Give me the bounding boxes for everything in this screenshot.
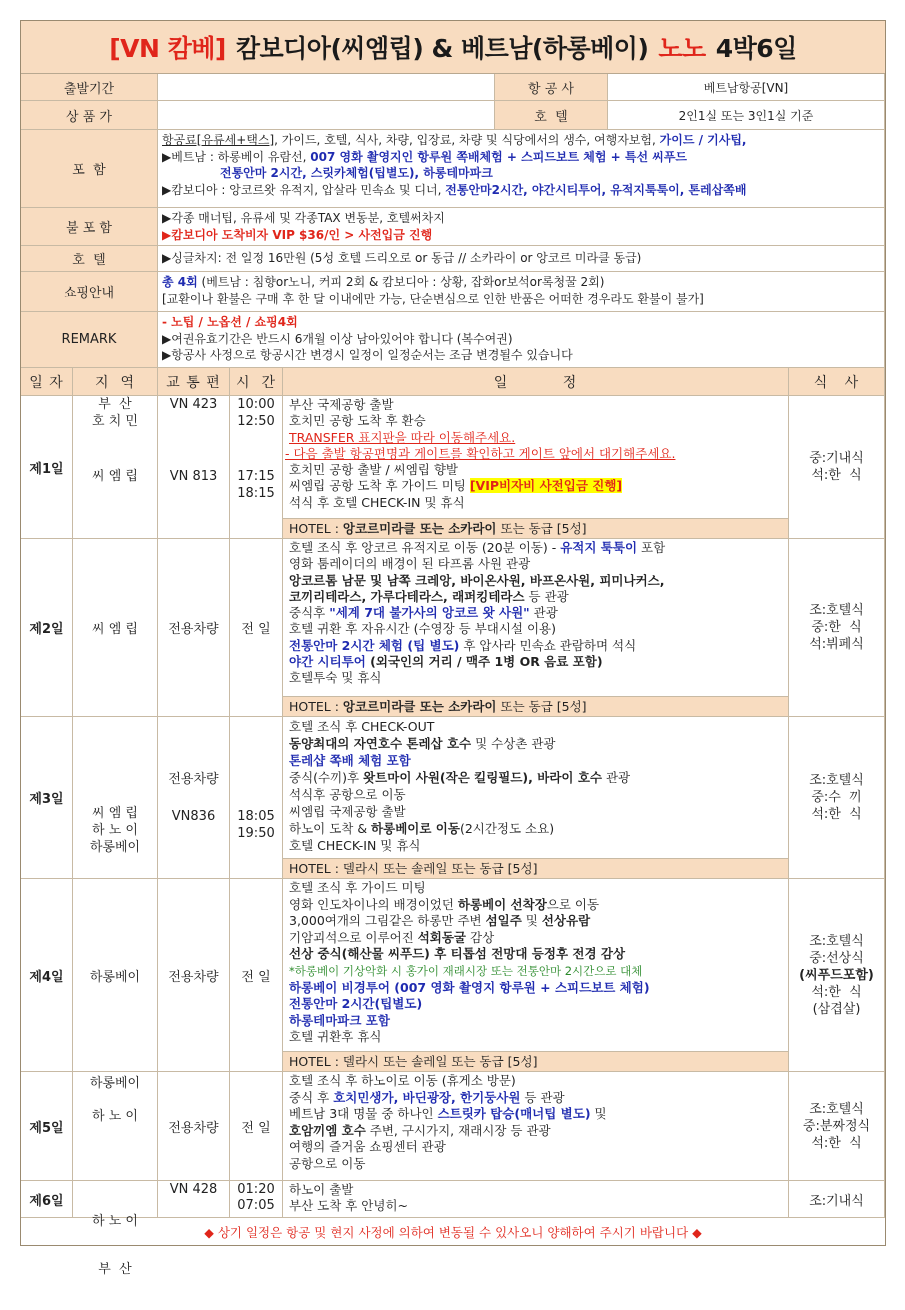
day-times xyxy=(230,1181,283,1218)
footer-notice: ◆ 상기 일정은 항공 및 현지 사정에 의하여 변동될 수 있사오니 양해하여 주시기 바랍니다 ◆ xyxy=(204,1224,702,1240)
schedule-line: 호텔 조식 후 CHECK-OUT xyxy=(289,719,435,734)
day-meals xyxy=(789,879,885,1072)
schedule-line: 중식 후 xyxy=(289,1089,334,1105)
include-line1: , 가이드, 호텔, 식사, 차량, 입장료, 차량 및 식당에서의 생수, 여행자보험, xyxy=(274,133,656,147)
schedule-line: 부산 도착 후 안녕히~ xyxy=(289,1198,408,1213)
day-meals xyxy=(789,396,885,539)
day-schedule xyxy=(283,1072,789,1181)
schedule-line: 석식후 공항으로 이동 xyxy=(289,787,406,802)
schedule-line-bold: 섬일주 xyxy=(485,913,522,929)
meal: 조:호텔식 xyxy=(809,1101,864,1117)
region-busan: 부 산 xyxy=(98,397,132,412)
meal: 석:한 식 xyxy=(811,468,862,483)
title-nono: 노노 xyxy=(658,34,706,63)
flight-vn836: VN836 xyxy=(171,809,216,824)
street-car-highlight: 스트릿카 탑승(매너팁 별도) xyxy=(437,1106,591,1121)
day-regions xyxy=(73,396,158,539)
schedule-line-bold: 석회동굴 xyxy=(417,929,467,945)
theme-park-highlight: 하롱테마파크 포함 xyxy=(289,1012,390,1028)
exclude-line2: ▶캄보디아 도착비자 VIP $36/인 > 사전입금 진행 xyxy=(162,227,433,242)
hotel-prefix: HOTEL : xyxy=(289,521,343,536)
day-label: 제6일 xyxy=(21,1181,73,1218)
schedule-line: 3,000여개의 그림같은 하롱만 주변 xyxy=(289,913,486,929)
angkor-wat-highlight: "세계 7대 불가사의 앙코르 왓 사원" xyxy=(329,605,530,621)
day-time: 전 일 xyxy=(230,879,283,1072)
meal: (삼겹살) xyxy=(812,1001,861,1017)
region: 부 산 xyxy=(98,1262,132,1277)
meal: 석:뷔페식 xyxy=(809,637,864,652)
meal: 석:한 식 xyxy=(811,807,862,822)
day-schedule xyxy=(283,717,789,879)
day-transport xyxy=(158,396,230,539)
day-regions xyxy=(73,717,158,879)
schedule-line-bold: 코끼리테라스, 가루다테라스, 래퍼킹테라스 xyxy=(289,588,525,604)
schedule-line-bold: 선상유람 xyxy=(541,913,591,929)
schedule-line: 등 관광 xyxy=(520,1089,565,1105)
tuktuk-highlight: 유적지 툭툭이 xyxy=(560,540,638,555)
schedule-line: 하노이 도착 & xyxy=(289,821,372,836)
schedule-line: 영화 인도차이나의 배경이었던 xyxy=(289,896,458,912)
schedule-line: 공항으로 이동 xyxy=(289,1155,366,1171)
schedule-line: 베트남 3대 명물 중 하나인 xyxy=(289,1106,438,1121)
night-tour-highlight: 야간 시티투어 xyxy=(289,654,366,670)
schedule-line: 씨엠립 공항 도착 후 가이드 미팅 xyxy=(289,478,466,494)
remark-content xyxy=(158,312,885,368)
schedule-line: 호텔 CHECK-IN 및 휴식 xyxy=(289,838,421,853)
schedule-line: 중식후 xyxy=(289,605,330,621)
schedule-line: (2시간정도 소요) xyxy=(459,821,555,836)
schedule-line: 영화 툼레이더의 배경이 된 타프롬 사원 관광 xyxy=(289,556,531,572)
airline-value: 베트남항공[VN] xyxy=(608,74,885,101)
day-label: 제1일 xyxy=(21,396,73,539)
region: 하 노 이 xyxy=(92,823,138,838)
schedule-line: 여행의 즐거움 쇼핑센터 관광 xyxy=(289,1139,446,1154)
schedule-line: 관광 xyxy=(529,605,558,621)
airline-label: 항 공 사 xyxy=(495,74,608,101)
include-airfare: 항공료[유류세+택스] xyxy=(162,133,275,147)
schedule-line: 호텔 조식 후 가이드 미팅 xyxy=(289,880,426,895)
schedule-line: 호텔 귀환후 휴식 xyxy=(289,1029,382,1045)
time: 19:50 xyxy=(237,826,275,841)
region-hcm: 호 치 민 xyxy=(92,414,138,429)
hotel-type-value: 2인1실 또는 3인1실 기준 xyxy=(608,101,885,130)
time: 07:05 xyxy=(237,1198,275,1213)
day-meal: 조:기내식 xyxy=(789,1181,885,1218)
massage-highlight: 전통안마 2시간 체험 (팁 별도) xyxy=(289,637,460,653)
schedule-line: 후 압사라 민속쇼 관람하며 석식 xyxy=(459,637,637,653)
hotel-name: 앙코르미라클 또는 소카라이 xyxy=(342,699,497,714)
day-transport: 전용차량 xyxy=(158,879,230,1072)
day-schedule xyxy=(283,879,789,1072)
title-duration: 4박6일 xyxy=(715,34,797,63)
schedule-line-bold: 동양최대의 자연호수 톤레삽 호수 xyxy=(289,736,472,751)
day-transport: 전용차량 xyxy=(158,1072,230,1181)
day-times xyxy=(230,396,283,539)
day-schedule xyxy=(283,1181,789,1218)
schedule-line: 씨엠립 국제공항 출발 xyxy=(289,804,406,819)
include-guide-tip: 가이드 / 기사팁, xyxy=(659,133,747,147)
schedule-line: 호치민 공항 출발 / 씨엠립 향발 xyxy=(289,462,458,478)
schedule-line-bold: (외국인의 거리 / 맥주 1병 OR 음료 포함) xyxy=(365,654,603,670)
schedule-line-bold: 왓트마이 사원(작은 킬링필드), 바라이 호수 xyxy=(363,770,602,785)
halong-tour-highlight: 하롱베이 비경투어 (007 영화 촬영지 항루원 + 스피드보트 체험) xyxy=(289,979,650,995)
meal: 석:한 식 xyxy=(811,984,862,1000)
schedule-line-bold: 호암끼엠 호수 xyxy=(289,1122,366,1138)
day-regions xyxy=(73,1181,158,1277)
remark-line2: ▶여권유효기간은 반드시 6개월 이상 남아있어야 합니다 (복수여권) xyxy=(162,331,513,346)
day-label: 제2일 xyxy=(21,539,73,717)
hotel-prefix: HOTEL : xyxy=(289,699,343,714)
price-label: 상 품 가 xyxy=(21,101,158,130)
hotel-label: 호 텔 xyxy=(21,246,158,272)
day-hotel xyxy=(283,518,788,538)
include-vietnam-highlight: 007 영화 촬영지인 항루원 쪽배체험 + 스피드보트 체험 + 특선 씨푸드 xyxy=(310,149,688,164)
day-transport xyxy=(158,717,230,879)
shopping-refund: [교환이나 환불은 구매 후 한 달 이내에만 가능, 단순변심으로 인한 반품은 어떠한 경우라도 환불이 불가] xyxy=(162,291,704,306)
meal: 중:선상식 xyxy=(809,950,864,966)
meal: 중:한 식 xyxy=(811,620,862,635)
meal: 중:수 끼 xyxy=(811,790,862,805)
day-hotel: HOTEL : 델라시 또는 솔레일 또는 동급 [5성] xyxy=(283,1051,788,1071)
time: 17:15 xyxy=(237,469,275,484)
meal: 중:기내식 xyxy=(809,451,864,466)
shopping-detail: (베트남 : 침향or노니, 커피 2회 & 캄보디아 : 상황, 잡화or보석or록청꿀 2회) xyxy=(197,275,605,289)
region: 하롱베이 xyxy=(89,1076,141,1091)
day-meals xyxy=(789,717,885,879)
schedule-line: 및 xyxy=(521,913,542,929)
header-transport: 교 통 편 xyxy=(158,368,230,396)
day-schedule xyxy=(283,539,789,717)
schedule-line-transfer: TRANSFER 표지판을 따라 이동해주세요. xyxy=(289,429,516,445)
shopping-content xyxy=(158,272,885,312)
depart-value xyxy=(158,74,495,101)
massage-highlight: 전통안마 2시간(팁별도) xyxy=(289,996,423,1012)
exclude-line1: ▶각종 매너팁, 유류세 및 각종TAX 변동분, 호텔써차지 xyxy=(162,211,445,225)
flight-vn813: VN 813 xyxy=(169,469,218,484)
include-content xyxy=(158,130,885,208)
remark-line1: - 노팁 / 노옵션 / 쇼핑4회 xyxy=(162,315,298,329)
day-meals xyxy=(789,1072,885,1181)
header-day: 일 자 xyxy=(21,368,73,396)
schedule-line: 으로 이동 xyxy=(546,896,600,912)
schedule-line: 및 수상촌 관광 xyxy=(471,736,556,751)
schedule-line: 기암괴석으로 이루어진 xyxy=(289,929,418,945)
schedule-line: 호텔 조식 후 하노이로 이동 (휴게소 방문) xyxy=(289,1073,516,1088)
remark-label: REMARK xyxy=(21,312,158,368)
header-meal: 식 사 xyxy=(789,368,885,396)
hotel-type-label: 호 텔 xyxy=(495,101,608,130)
day-hotel xyxy=(283,696,788,716)
schedule-line: 호텔 조식 후 앙코르 유적지로 이동 (20분 이동) - xyxy=(289,540,561,555)
title-destination: 캄보디아(씨엠립) & 베트남(하롱베이) xyxy=(235,34,649,63)
day-region: 씨 엠 립 xyxy=(73,539,158,717)
price-value xyxy=(158,101,495,130)
region: 하롱베이 xyxy=(89,840,141,855)
hotel-suffix: 또는 동급 [5성] xyxy=(496,521,587,536)
schedule-line-bold: 선상 중식(해산물 씨푸드) 후 티톱섬 전망대 등정후 전경 감상 xyxy=(289,946,626,962)
schedule-line: 포함 xyxy=(637,540,666,555)
schedule-line: 석식 후 호텔 CHECK-IN 및 휴식 xyxy=(289,494,465,510)
remark-line3: ▶항공사 사정으로 항공시간 변경시 일정이 일정순서는 조금 변경될수 있습니다 xyxy=(162,348,573,362)
schedule-line-gate: - 다음 출발 항공편명과 게이트를 확인하고 게이트 앞에서 대기해주세요. xyxy=(285,445,676,461)
flight-vn428: VN 428 xyxy=(158,1181,230,1218)
schedule-line: 관광 xyxy=(601,770,631,785)
day-region: 하롱베이 xyxy=(73,879,158,1072)
day-label: 제3일 xyxy=(21,717,73,879)
day-regions xyxy=(73,1072,158,1181)
meal: (씨푸드포함) xyxy=(799,967,874,983)
schedule-line: 호텔 귀환 후 자유시간 (수영장 등 부대시설 이용) xyxy=(289,621,556,637)
schedule-line-bold: 앙코르톰 남문 및 남쪽 크레앙, 바이온사원, 바프온사원, 피미나커스, xyxy=(289,572,665,588)
page-title xyxy=(21,21,885,74)
time: 18:05 xyxy=(237,809,275,824)
region-siemreap: 씨 엠 립 xyxy=(92,469,138,484)
header-time: 시 간 xyxy=(230,368,283,396)
hotel-name: 앙코르미라클 또는 소카라이 xyxy=(342,521,497,536)
exclude-label: 불 포 함 xyxy=(21,208,158,246)
time: 18:15 xyxy=(237,486,275,501)
day-label: 제4일 xyxy=(21,879,73,1072)
schedule-line-bold: 하롱베이 선착장 xyxy=(457,896,547,912)
header-region: 지 역 xyxy=(73,368,158,396)
hotel-suffix: 또는 동급 [5성] xyxy=(496,699,587,714)
day-time: 전 일 xyxy=(230,539,283,717)
header-schedule: 일 정 xyxy=(283,368,789,396)
include-vietnam: ▶베트남 : 하롱베이 유람선, xyxy=(162,149,307,164)
include-label: 포 함 xyxy=(21,130,158,208)
day-schedule xyxy=(283,396,789,539)
region: 하 노 이 xyxy=(92,1214,138,1229)
schedule-line: 하노이 출발 xyxy=(289,1182,354,1197)
title-tag: [VN 캄베] xyxy=(109,34,226,63)
schedule-line-bold: 하롱베이로 이동 xyxy=(371,821,460,836)
tonle-sap-highlight: 톤레샵 쪽배 체험 포함 xyxy=(289,753,411,768)
shopping-label: 쇼핑안내 xyxy=(21,272,158,312)
meal: 조:호텔식 xyxy=(809,603,864,618)
meal: 중:분짜정식 xyxy=(802,1118,871,1134)
schedule-line: 감상 xyxy=(466,929,495,945)
schedule-line: 중식(수끼)후 xyxy=(289,770,364,785)
exclude-content xyxy=(158,208,885,246)
day-hotel: HOTEL : 델라시 또는 솔레일 또는 동급 [5성] xyxy=(283,858,788,878)
day-meals xyxy=(789,539,885,717)
schedule-line: 부산 국제공항 출발 xyxy=(289,397,394,412)
flight-vn423: VN 423 xyxy=(169,397,218,412)
transport: 전용차량 xyxy=(168,772,219,787)
time: 12:50 xyxy=(237,414,275,429)
meal: 석:한 식 xyxy=(811,1135,862,1151)
schedule-line: 주변, 구시가지, 재래시장 등 관광 xyxy=(365,1122,551,1138)
include-cambodia-highlight: 전통안마2시간, 야간시티투어, 유적지툭툭이, 톤레삽쪽배 xyxy=(445,182,747,197)
visa-highlight: [VIP비자비 사전입금 진행] xyxy=(469,478,623,494)
include-vietnam-extra: 전통안마 2시간, 스릿카체험(팁별도), 하롱테마파크 xyxy=(220,166,493,180)
schedule-line: 등 관광 xyxy=(524,588,569,604)
include-cambodia: ▶캄보디아 : 앙코르왓 유적지, 압살라 민속쇼 및 디너, xyxy=(162,182,442,197)
weather-note: *하롱베이 기상악화 시 홍가이 재래시장 또는 전통안마 2시간으로 대체 xyxy=(289,963,643,978)
meal: 조:호텔식 xyxy=(809,773,864,788)
region: 하 노 이 xyxy=(92,1109,138,1124)
hanoi-sights-highlight: 호치민생가, 바딘광장, 한기둥사원 xyxy=(333,1089,521,1105)
day-transport: 전용차량 xyxy=(158,539,230,717)
day-label: 제5일 xyxy=(21,1072,73,1181)
schedule-line: 호텔투숙 및 휴식 xyxy=(289,670,382,686)
meal: 조:호텔식 xyxy=(809,933,864,949)
time: 10:00 xyxy=(237,397,275,412)
time: 01:20 xyxy=(237,1182,275,1197)
hotel-single-charge: ▶싱글차지: 전 일정 16만원 (5성 호텔 드리오로 or 동급 // 소카라이 or 앙코르 미라클 동급) xyxy=(158,246,885,272)
region: 씨 엠 립 xyxy=(92,806,138,821)
day-times xyxy=(230,717,283,879)
schedule-line: 및 xyxy=(590,1106,607,1121)
schedule-line: 호치민 공항 도착 후 환승 xyxy=(289,413,426,429)
depart-label: 출발기간 xyxy=(21,74,158,101)
day-time: 전 일 xyxy=(230,1072,283,1181)
shopping-count: 총 4회 xyxy=(162,275,198,289)
